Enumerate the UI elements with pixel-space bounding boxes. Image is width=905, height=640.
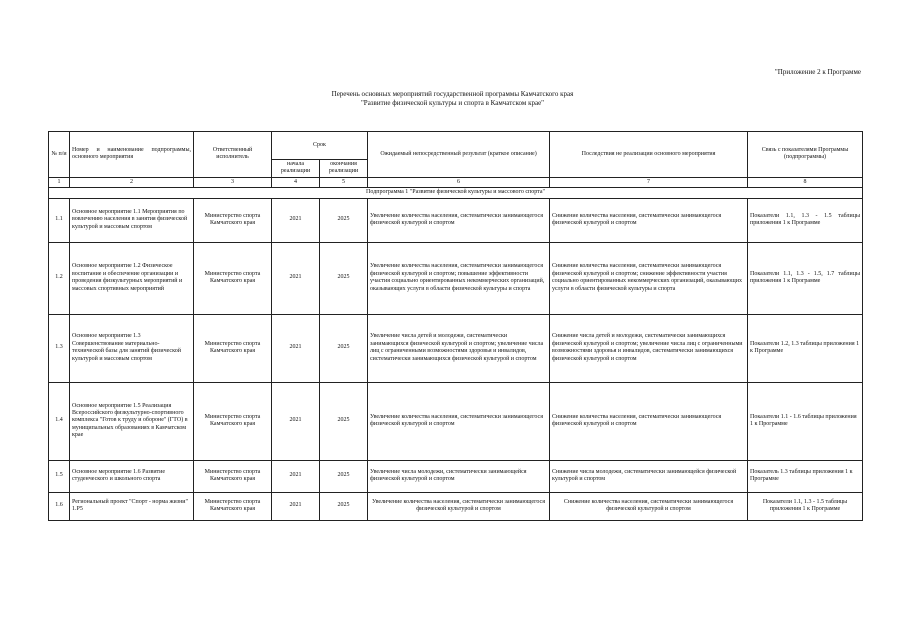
row-start: 2021 [272,242,320,314]
row-name: Основное мероприятие 1.3 Совершенствование материально-технической базы для занятий физической культурой и массовым спортом [70,314,194,382]
row-consequences: Снижение количества населения, систематически занимающегося физической культурой и спортом [550,382,748,460]
heading-line-1: Перечень основных мероприятий государственной программы Камчатского края [331,90,574,98]
row-link: Показатели 1.1, 1.3 - 1.5 таблицы приложения 1 к Программе [748,198,863,242]
row-start: 2021 [272,198,320,242]
row-consequences: Снижение количества населения, систематически занимающегося физической культурой и спортом [550,492,748,520]
row-num: 1.1 [49,198,70,242]
row-consequences: Снижение числа детей и молодежи, систематически занимающихся физической культурой и спортом; увеличение числа лиц с ограниченными возможностями здоровья и инвалидов, систематически занимающихся физической культурой и спортом [550,314,748,382]
column-number: 3 [194,177,272,187]
measures-table [48,131,863,521]
row-name: Основное мероприятие 1.2 Физическое воспитание и обеспечение организации и проведения физкультурных мероприятий и массовых спортивных мероприятий [70,242,194,314]
row-result: Увеличение количества населения, систематически занимающегося физической культурой и спортом; повышение эффективности участия социально ориентированных некоммерческих организаций, оказывающих услуги в области физической культуры и спорта [368,242,550,314]
row-num: 1.2 [49,242,70,314]
row-executor: Министерство спорта Камчатского края [194,314,272,382]
row-executor: Министерство спорта Камчатского края [194,382,272,460]
row-name: Основное мероприятие 1.5 Реализация Всероссийского физкультурно-спортивного комплекса "Готов к труду и обороне" (ГТО) в муниципальных образованиях в Камчатском крае [70,382,194,460]
header-executor: Ответственный исполнитель [194,132,272,178]
table-row [49,242,863,314]
table-row [49,382,863,460]
row-link: Показатель 1.3 таблицы приложения 1 к Программе [748,460,863,492]
row-start: 2021 [272,492,320,520]
document-heading [0,90,905,108]
column-number: 8 [748,177,863,187]
column-number: 1 [49,177,70,187]
header-term: Срок [272,132,368,160]
row-link: Показатели 1.1, 1.3 - 1.5 таблицы приложения 1 к Программе [748,492,863,520]
row-num: 1.5 [49,460,70,492]
row-end: 2025 [320,460,368,492]
heading-line-2: "Развитие физической культуры и спорта в Камчатском крае" [360,99,545,107]
header-end: окончания реализации [320,160,368,178]
row-executor: Министерство спорта Камчатского края [194,460,272,492]
table-row [49,492,863,520]
appendix-note: "Приложение 2 к Программе [774,68,861,76]
row-link: Показатели 1.1, 1.3 - 1.5, 1.7 таблицы приложения 1 к Программе [748,242,863,314]
row-start: 2021 [272,314,320,382]
row-end: 2025 [320,198,368,242]
row-end: 2025 [320,382,368,460]
row-num: 1.4 [49,382,70,460]
row-executor: Министерство спорта Камчатского края [194,242,272,314]
row-result: Увеличение числа молодежи, систематически занимающейся физической культурой и спортом [368,460,550,492]
header-consequences: Последствия не реализации основного мероприятия [550,132,748,178]
column-number: 6 [368,177,550,187]
header-result: Ожидаемый непосредственный результат (краткое описание) [368,132,550,178]
row-end: 2025 [320,492,368,520]
header-link: Связь с показателями Программы (подпрограммы) [748,132,863,178]
row-executor: Министерство спорта Камчатского края [194,198,272,242]
row-executor: Министерство спорта Камчатского края [194,492,272,520]
table-row [49,314,863,382]
column-number: 5 [320,177,368,187]
subprogram-row [49,188,863,198]
row-start: 2021 [272,460,320,492]
subprogram-title: Подпрограмма 1 "Развитие физической культуры и массового спорта" [49,188,863,198]
table-row [49,460,863,492]
header-row [49,132,863,160]
column-number: 7 [550,177,748,187]
row-result: Увеличение числа детей и молодежи, систематически занимающихся физической культурой и спортом; увеличение числа лиц с ограниченными возможностями здоровья и инвалидов, систематически занимающихся физической культурой и спортом [368,314,550,382]
row-result: Увеличение количества населения, систематически занимающегося физической культурой и спортом [368,198,550,242]
row-result: Увеличение количества населения, систематически занимающегося физической культурой и спортом [368,492,550,520]
column-number-row [49,177,863,187]
row-consequences: Снижение количества населения, систематически занимающегося физической культурой и спортом; снижение эффективности участия социально ориентированных некоммерческих организаций, оказывающих услуги в области физической культуры и спорта [550,242,748,314]
column-number: 4 [272,177,320,187]
header-num: № п/и [49,132,70,178]
row-consequences: Снижение числа молодежи, систематически занимающейся физической культурой и спортом [550,460,748,492]
row-name: Основное мероприятие 1.6 Развитие студенческого и школьного спорта [70,460,194,492]
column-number: 2 [70,177,194,187]
table-row [49,198,863,242]
row-num: 1.6 [49,492,70,520]
row-name: Региональный проект "Спорт - норма жизни" 1.P5 [70,492,194,520]
header-start: начала реализации [272,160,320,178]
row-start: 2021 [272,382,320,460]
header-name: Номер и наименование подпрограммы, основного мероприятия [70,132,194,178]
row-name: Основное мероприятие 1.1 Мероприятия по вовлечению населения в занятия физической культурой и массовым спортом [70,198,194,242]
row-consequences: Снижение количества населения, систематически занимающегося физической культурой и спортом [550,198,748,242]
row-link: Показатели 1.2, 1.3 таблицы приложения 1 к Программе [748,314,863,382]
row-result: Увеличение количества населения, систематически занимающегося физической культурой и спортом [368,382,550,460]
row-link: Показатели 1.1 - 1.6 таблицы приложения 1 к Программе [748,382,863,460]
row-end: 2025 [320,242,368,314]
row-end: 2025 [320,314,368,382]
row-num: 1.3 [49,314,70,382]
